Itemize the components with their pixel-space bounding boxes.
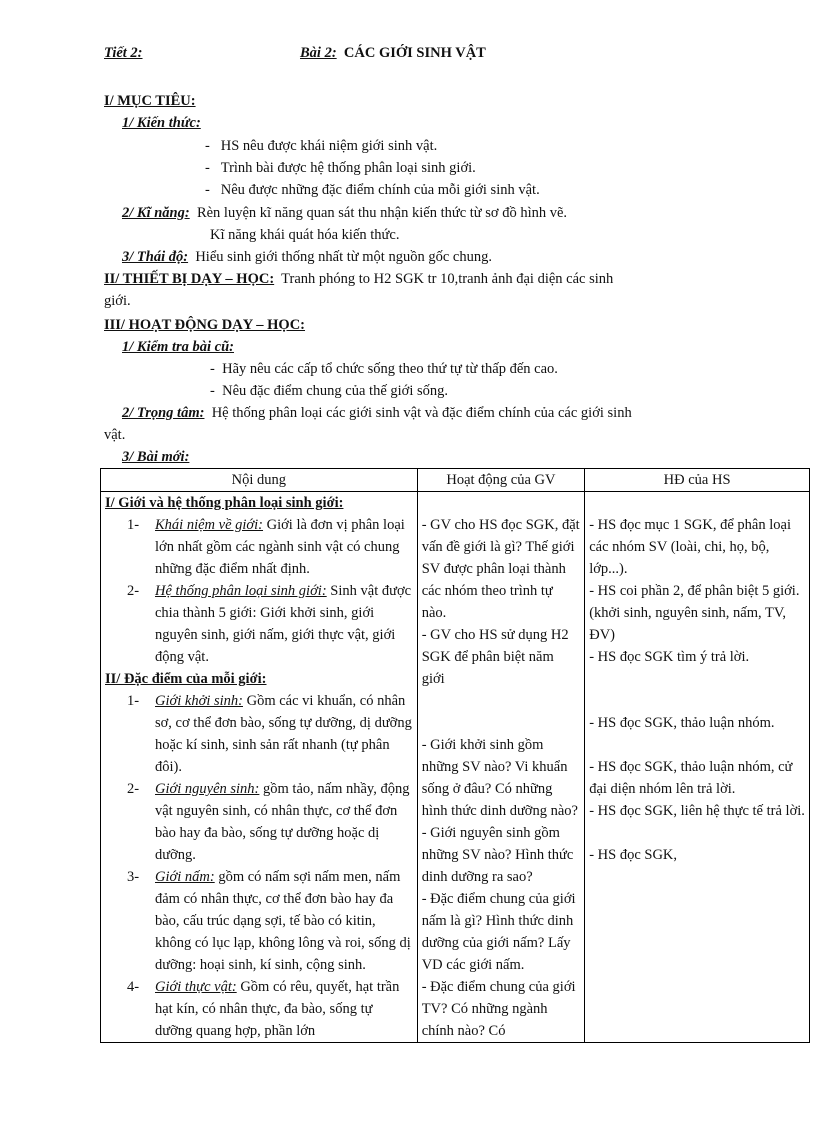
teacher-activity: - Đặc điểm chung của giới TV? Có những ngành chính nào? Có [421, 979, 576, 1039]
skills-text: Rèn luyện kĩ năng quan sát thu nhận kiến thức từ sơ đồ hình vẽ. [196, 205, 568, 221]
check-item: - Nêu đặc điểm chung của thế giới sống. [210, 383, 449, 399]
content-cell [101, 492, 418, 1043]
term: Giới thực vật: [155, 979, 237, 995]
student-activity: - HS đọc SGK, liên hệ thực tế trả lời. [589, 803, 805, 819]
term: Giới khởi sinh: [155, 693, 243, 709]
lesson-title: CÁC GIỚI SINH VẬT [343, 45, 486, 61]
section-title: I/ Giới và hệ thống phân loại sinh giới: [105, 495, 344, 511]
skills-label: 2/ Kĩ năng: [122, 205, 190, 221]
period-label: Tiết 2: [104, 45, 143, 61]
header-content: Nội dung [101, 469, 418, 492]
focus-line [122, 402, 632, 424]
new-lesson-label: 3/ Bài mới: [122, 449, 190, 465]
equipment-heading: II/ THIẾT BỊ DẠY – HỌC: [104, 271, 275, 287]
student-activity: - HS đọc SGK, thảo luận nhóm. [589, 715, 775, 731]
term: Hệ thống phân loại sinh giới: [155, 583, 327, 599]
equipment-line [104, 268, 613, 290]
student-cell [585, 492, 810, 1043]
teacher-activity: - Giới khởi sinh gồm những SV nào? Vi khuẩn sống ở đâu? Có những hình thức dinh dưỡng nào? [421, 737, 578, 819]
teacher-activity: - GV cho HS sử dụng H2 SGK để phân biệt năm giới [421, 627, 569, 687]
term: Khái niệm về giới: [155, 517, 264, 533]
attitude-text: Hiểu sinh giới thống nhất từ một nguồn gốc chung. [195, 249, 492, 265]
student-activity: - HS đọc mục 1 SGK, để phân loại các nhóm SV (loài, chi, họ, bộ, lớp...). [589, 517, 791, 577]
table-row [101, 492, 810, 1043]
focus-label: 2/ Trọng tâm: [122, 405, 205, 421]
teacher-activity: - GV cho HS đọc SGK, đặt vấn đề giới là gì? Thế giới SV được phân loại thành các nhóm theo trình tự nào. [421, 517, 580, 621]
student-activity: - HS đọc SGK tìm ý trả lời. [589, 649, 750, 665]
check-item: - Hãy nêu các cấp tổ chức sống theo thứ tự từ thấp đến cao. [210, 361, 558, 377]
skills-text-2: Kĩ năng khái quát hóa kiến thức. [210, 227, 400, 243]
header-teacher: Hoạt động của GV [417, 469, 585, 492]
knowledge-item: - Trình bài được hệ thống phân loại sinh giới. [205, 160, 476, 176]
check-label: 1/ Kiểm tra bài cũ: [122, 339, 234, 355]
objectives-heading: I/ MỤC TIÊU: [104, 93, 196, 109]
knowledge-item: - HS nêu được khái niệm giới sinh vật. [205, 138, 438, 154]
table-header-row [101, 469, 810, 492]
list-item: 4- Giới thực vật: Gồm có rêu, quyết, hạt trần hạt kín, có nhân thực, đa bào, sống tự dưỡng quang hợp, phần lớn [127, 979, 400, 1039]
lesson-table [100, 468, 810, 1043]
focus-text: Hệ thống phân loại các giới sinh vật và đặc điểm chính của các giới sinh [211, 405, 632, 421]
student-activity: - HS coi phần 2, để phân biệt 5 giới. (khởi sinh, nguyên sinh, nấm, TV, ĐV) [589, 583, 800, 643]
attitude-line [122, 246, 492, 268]
lesson-number: Bài 2: [300, 45, 337, 61]
equipment-text: Tranh phóng to H2 SGK tr 10,tranh ảnh đại diện các sinh [281, 271, 614, 287]
lesson-title-line [300, 42, 486, 64]
teacher-activity: - Đặc điểm chung của giới nấm là gì? Hình thức dinh dưỡng của giới nấm? Lấy VD các giới nấm. [421, 891, 576, 973]
equipment-text-2: giới. [104, 293, 131, 309]
list-item: 3- Giới nấm: gồm có nấm sợi nấm men, nấm đảm có nhân thực, cơ thể đơn bào hay đa bào, cấu trúc dạng sợi, tế bào có kitin, không có lục lạp, không lông và roi, sống dị dưỡng: hoại sinh, kí sinh, cộng sinh. [127, 869, 411, 973]
knowledge-label: 1/ Kiến thức: [122, 115, 201, 131]
teacher-activity: - Giới nguyên sinh gồm những SV nào? Hình thức dinh dưỡng ra sao? [421, 825, 574, 885]
skills-line [122, 202, 567, 224]
term: Giới nấm: [155, 869, 215, 885]
list-item: 1- Giới khởi sinh: Gồm các vi khuẩn, có nhân sơ, cơ thể đơn bào, sống tự dưỡng, dị dưỡng hoặc kí sinh, sinh sản rất nhanh (tự phân đôi). [127, 693, 412, 775]
term: Giới nguyên sinh: [155, 781, 260, 797]
list-item: 2- Hệ thống phân loại sinh giới: Sinh vật được chia thành 5 giới: Giới khởi sinh, giới nguyên sinh, giới nấm, giới thực vật, giới động vật. [127, 583, 412, 665]
teacher-cell [417, 492, 585, 1043]
list-item: 1- Khái niệm về giới: Giới là đơn vị phân loại lớn nhất gồm các ngành sinh vật có chung những đặc điểm nhất định. [127, 517, 405, 577]
student-activity: - HS đọc SGK, [589, 847, 678, 863]
header-student: HĐ của HS [585, 469, 810, 492]
student-activity: - HS đọc SGK, thảo luận nhóm, cử đại diện nhóm lên trả lời. [589, 759, 793, 797]
attitude-label: 3/ Thái độ: [122, 249, 189, 265]
knowledge-item: - Nêu được những đặc điểm chính của mỗi giới sinh vật. [205, 182, 540, 198]
activities-heading: III/ HOẠT ĐỘNG DẠY – HỌC: [104, 317, 306, 333]
section-title: II/ Đặc điểm của mỗi giới: [105, 671, 267, 687]
list-item: 2- Giới nguyên sinh: gồm tảo, nấm nhầy, động vật nguyên sinh, có nhân thực, cơ thể đơn bào hay đa bào, sống tự dưỡng hoặc dị dưỡng. [127, 781, 410, 863]
focus-text-2: vật. [104, 427, 126, 443]
